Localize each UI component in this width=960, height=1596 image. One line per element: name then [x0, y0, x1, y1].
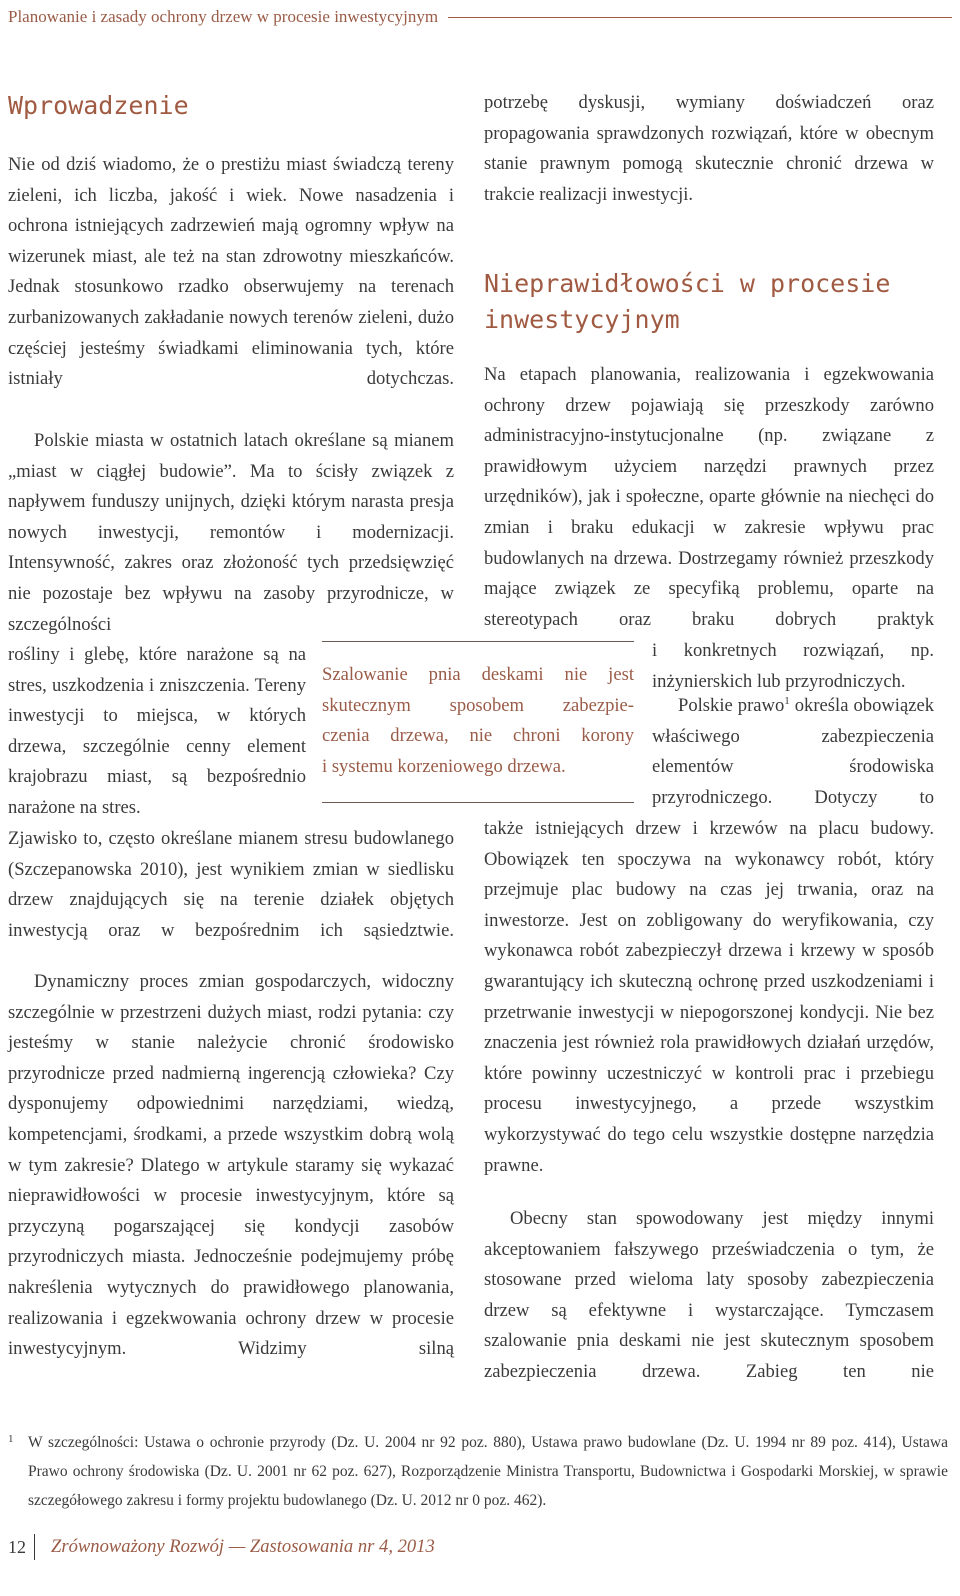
- pull-quote-line: Szalowanie pnia deskami nie jest: [322, 664, 634, 685]
- left-paragraph-3: [8, 824, 454, 946]
- right-paragraph-3: [484, 1204, 934, 1388]
- left-paragraph-4: [8, 967, 454, 1365]
- pull-quote-line: i systemu korzeniowego drzewa.: [322, 755, 566, 777]
- left-paragraph-2-narrow: [8, 640, 306, 824]
- right-paragraph-1-narrow: [652, 636, 934, 697]
- right-paragraph-2-continued: [484, 814, 934, 1181]
- heading-irregularities-line1: Nieprawidłowości w procesie: [484, 269, 891, 298]
- footnote-marker: 1: [8, 1433, 14, 1445]
- heading-introduction: Wprowadzenie: [8, 91, 189, 120]
- pull-quote-line: czenia drzewa, nie chroni korony: [322, 725, 634, 747]
- left-paragraph-1: [8, 150, 454, 395]
- page-footer: [8, 1532, 435, 1562]
- right-paragraph-1-narrow-text: i konkretnych rozwiązań, np. inżynierskich lub przyrodniczych.: [652, 640, 934, 692]
- running-header: [8, 6, 952, 28]
- right-paragraph-0-text: potrzebę dyskusji, wymiany doświadczeń oraz propagowania sprawdzonych rozwiązań, które w obecnym stanie prawnym pomogą skutecznie chronić drzewa w trakcie realizacji inwestycji.: [484, 92, 934, 205]
- heading-irregularities-line2: inwestycyjnym: [484, 305, 680, 334]
- page-number: 12: [8, 1536, 26, 1557]
- left-paragraph-3-text: Zjawisko to, często określane mianem stresu budowlanego (Szczepanowska 2010), jest wynikiem zmian w siedlisku drzew znajdujących się na terenie działek objętych inwestycją oraz w bezpośrednim ich sąsiedztwie.: [8, 828, 454, 941]
- left-paragraph-1-text: Nie od dziś wiadomo, że o prestiżu miast świadczą tereny zieleni, ich liczba, jakość i wiek. Nowe nasadzenia i ochrona istniejących zadrzewień mają ogromny wpływ na wizerunek miast, ale też na stan zdrowotny mieszkańców. Jednak stosunkowo rzadko obserwujemy na terenach zurbanizowanych zakładanie nowych terenów zieleni, dużo częściej jesteśmy świadkami eliminowania tych, które istniały dotychczas.: [8, 154, 454, 390]
- right-paragraph-1: [484, 360, 934, 635]
- footer-divider: [34, 1534, 35, 1560]
- left-paragraph-4-text: Dynamiczny proces zmian gospodarczych, widoczny szczególnie w przestrzeni dużych miast, rodzi pytania: czy jesteśmy w stanie należycie chronić środowisko przyrodnicze przed nadmierną ingerencją człowieka? Czy dysponujemy odpowiednimi narzędziami, wiedzą, kompetencjami, środkami, a przede wszystkim dobrą wolą w tym zakresie? Dlatego w artykule staramy się wykazać nieprawidłowości w procesie inwestycyjnym, które są przyczyną pogarszającej się kondycji zasobów przyrodniczych miasta. Jednocześnie podejmujemy próbę nakreślenia wytycznych do prawidłowego planowania, realizowania i egzekwowania ochrony drzew w procesie inwestycyjnym. Widzimy silną: [8, 971, 454, 1360]
- pull-quote-bottom-rule: [322, 802, 634, 803]
- right-paragraph-2-continued-text: także istniejących drzew i krzewów na placu budowy. Obowiązek ten spoczywa na wykonawcy robót, który przejmuje plac budowy na czas jej trwania, oraz na inwestorze. Jest on zobligowany do weryfikowania, czy wykonawca robót zabezpieczył drzewa i krzewy w sposób gwarantujący ich skuteczną ochronę przed uszkodzeniami i przetrwanie inwestycji w niepogorszonej kondycji. Nie bez znaczenia jest również rola prawidłowych działań urzędów, które powinny uczestniczyć w kontroli prac i przebiegu procesu inwestycyjnego, a przede wszystkim wykorzystywać do tego celu wszystkie dostępne narzędzia prawne.: [484, 818, 934, 1176]
- pull-quote-top-rule: [322, 641, 634, 642]
- left-paragraph-2: [8, 426, 454, 640]
- left-paragraph-2-narrow-text: rośliny i glebę, które narażone są na stres, uszkodzenia i zniszczenia. Tereny inwestycji to miejsca, w których drzewa, szczególnie cenny element krajobrazu miast, są bezpośrednio narażone na stres.: [8, 644, 306, 818]
- journal-title: Zrównoważony Rozwój — Zastosowania nr 4, 2013: [51, 1536, 435, 1557]
- right-paragraph-2-narrow-text-b: określa obowiązek właściwego zabezpieczenia elementów środowiska przyrodniczego. Dotyczy to: [652, 695, 935, 808]
- right-paragraph-3-text: Obecny stan spowodowany jest między innymi akceptowaniem fałszywego przeświadczenia o tym, że stosowane przed wieloma laty sposoby zabezpieczenia drzew są efektywne i wystarczające. Tymczasem szalowanie pnia deskami nie jest skutecznym sposobem zabezpieczenia drzewa. Zabieg ten nie: [484, 1208, 934, 1382]
- heading-irregularities: [484, 266, 890, 338]
- footnote-reference: 1: [784, 694, 790, 707]
- running-title: Planowanie i zasady ochrony drzew w procesie inwestycyjnym: [8, 7, 439, 26]
- right-paragraph-0: [484, 88, 934, 210]
- header-rule: [448, 17, 952, 18]
- right-paragraph-1-text: Na etapach planowania, realizowania i egzekwowania ochrony drzew pojawiają się przeszkody zarówno administracyjno-instytucjonalne (np. związane z prawidłowym użyciem narzędzi prawnych przez urzędników), jak i społeczne, oparte głównie na niechęci do zmian i braku edukacji w zakresie wpływu prac budowlanych na drzewa. Dostrzegamy również przeszkody mające związek ze specyfiką problemu, oparte na stereotypach oraz braku dobrych praktyk: [484, 364, 934, 630]
- footnote: [8, 1428, 948, 1515]
- left-paragraph-2-text: Polskie miasta w ostatnich latach określane są mianem „miast w ciągłej budowie”. Ma to ścisły związek z napływem funduszy unijnych, dzięki którym narasta presja nowych inwestycji, remontów i modernizacji. Intensywność, zakres oraz złożoność tych przedsięwzięć nie pozostaje bez wpływu na zasoby przyrodnicze, w szczególności: [8, 430, 454, 635]
- footnote-text: W szczególności: Ustawa o ochronie przyrody (Dz. U. 2004 nr 92 poz. 880), Ustawa prawo budowlane (Dz. U. 1994 nr 89 poz. 414), Ustawa Prawo ochrony środowiska (Dz. U. 2001 nr 62 poz. 627), Rozporządzenie Ministra Transportu, Budownictwa i Gospodarki Morskiej, w sprawie szczegółowego zakresu i formy projektu budowlanego (Dz. U. 2012 nr 0 poz. 462).: [28, 1434, 948, 1509]
- pull-quote-line: skutecznym sposobem zabezpie-: [322, 694, 634, 716]
- pull-quote: [322, 660, 634, 782]
- right-paragraph-2-narrow-text-a: Polskie prawo: [678, 695, 785, 716]
- right-paragraph-2-narrow: [652, 691, 934, 813]
